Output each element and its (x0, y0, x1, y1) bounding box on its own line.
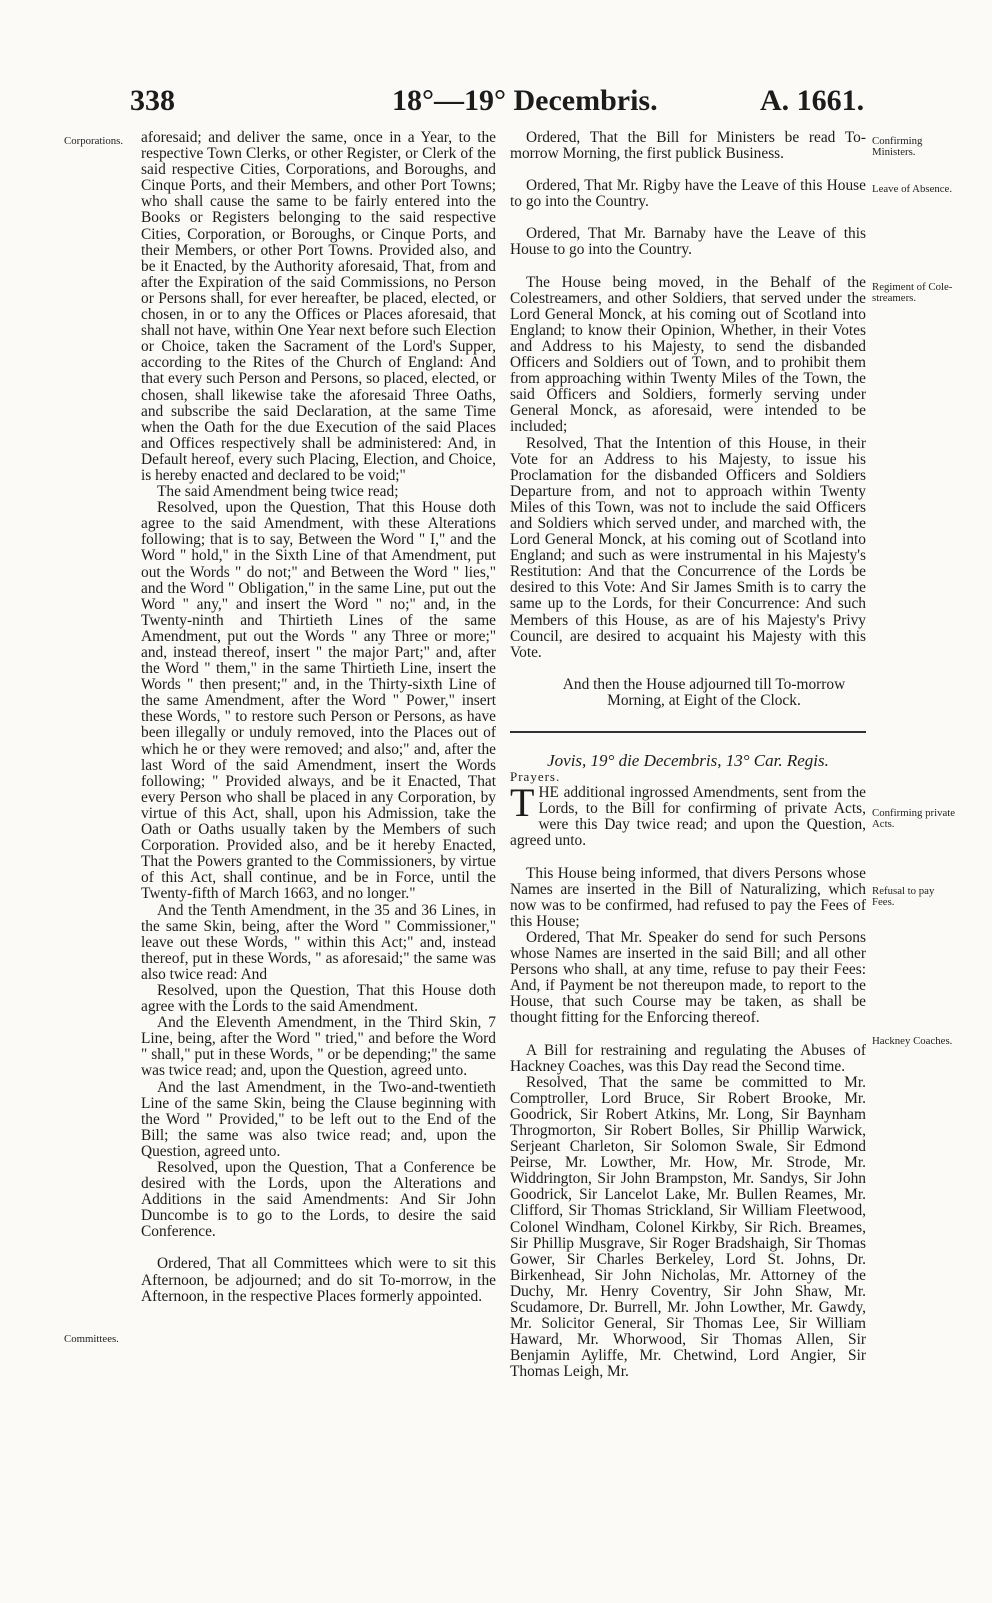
header-year: A. 1661. (760, 84, 865, 117)
day-heading: Jovis, 19° die Decembris, 13° Car. Regis. (547, 751, 829, 770)
right-paragraph: This House being informed, that divers Persons whose Names are inserted in the Bill of Naturalizing, which now was to be confirmed, had refused to pay the Fees of this House; (510, 864, 866, 930)
right-paragraph: Resolved, That the same be committed to Mr. Comptroller, Lord Bruce, Sir Robert Brooke, Mr. Goodrick, Sir Robert Atkins, Mr. Long, Sir Baynham Throgmorton, Sir Robert Bolles, Sir Phillip Warwick, Serjeant Charleton, Sir Solomon Swale, Sir Edmond Peirse, Mr. Lowther, Mr. How, Mr. Strode, Mr. Widdrington, Sir John Brampston, Mr. Sandys, Sir John Goodrick, Sir Lancelot Lake, Mr. Bullen Reames, Mr. Clifford, Sir Thomas Strickland, Sir William Fleetwood, Colonel Windham, Colonel Kirkby, Sir Rich. Breames, Sir Phillip Musgrave, Sir Roger Bradshaigh, Sir Thomas Gower, Sir Charles Berkeley, Lord St. Johns, Dr. Birkenhead, Sir John Nicholas, Mr. Attorney of the Duchy, Mr. Henry Coventry, Sir John Shaw, Mr. Scudamore, Dr. Burrell, Mr. John Lowther, Mr. Gawdy, Mr. Solicitor General, Sir Thomas Lee, Sir William Haward, Mr. Whorwood, Sir Thomas Allen, Sir Benjamin Ayliffe, Mr. Chetwind, Lord Angier, Sir Thomas Leigh, Mr. (510, 1073, 866, 1381)
right-paragraph: Ordered, That Mr. Barnaby have the Leave of this House to go into the Country. (510, 225, 866, 259)
right-paragraph-text: HE additional ingrossed Amendments, sent from the Lords, to the Bill for confirming of private Acts, were this Day twice read; and upon the Question, agreed unto. (510, 784, 866, 850)
section-divider (510, 731, 866, 733)
left-paragraph: Resolved, upon the Question, That this House doth agree to the said Amendment, with these Alterations following; that is to say, Between the Word " I," and the Word " hold," in the Sixth Line of that Amendment, put out the Words " do not;" and Between the Word " lies," and the Word " Obligation," in the same Line, put out the Word " any," and insert the Word " no;" and, in the Twenty-ninth and Thirtieth Lines of the same Amendment, put out the Words " any Three or more;" and, instead thereof, insert " the major Part;" and, after the Word " them," in the same Thirtieth Line, insert the Words " then present;" and, in the Thirty-sixth Line of the same Amendment, after the Word " Power," insert these Words, " to restore such Person or Persons, as have been illegally or unduly removed, into the Places out of which he or they were removed; and also;" and, after the last Word of the said Amendment, insert the Words following; " Provided always, and be it Enacted, That every Person who shall be placed in any Corporation, by virtue of this Act, shall, upon his Admission, take the Oath or Oaths usually taken by the Members of such Corporation. Provided also, and be it hereby Enacted, That the Powers granted to the Commissioners, by virtue of this Act, shall continue, and be in Force, until the Twenty-fifth of March 1663, and no longer." (141, 499, 496, 903)
left-paragraph: And the last Amendment, in the Two-and-twentieth Line of the same Skin, being the Clause beginning with the Word " Provided," to be left out to the End of the Bill; the same was also twice read; and, upon the Question, agreed unto. (141, 1078, 496, 1160)
prayers-heading: Prayers. (510, 769, 561, 785)
margin-note-leave-absence: Leave of Absence. (872, 183, 953, 195)
right-paragraph: The House being moved, in the Behalf of the Colestreamers, and other Soldiers, that served under the Lord General Monck, at his coming out of Scotland into England; to know their Opinion, Whether, in their Votes and Address to his Majesty, to send the disbanded Officers and Soldiers out of Town, and to prohibit them from approaching within Twenty Miles of the Town, the said Officers and Soldiers, formerly serving under General Monck, as aforesaid, were intended to be included; (510, 273, 866, 436)
left-paragraph: Ordered, That all Committees which were to sit this Afternoon, be adjourned; and do sit To-morrow, in the Afternoon, in the respective Places formerly appointed. (141, 1255, 496, 1305)
left-column (141, 130, 496, 1305)
right-paragraph: Resolved, That the Intention of this House, in their Vote for an Address to his Majesty, to issue his Proclamation for the disbanded Officers and Soldiers Departure from, and not to approach within Twenty Miles of this Town, was not to include the said Officers and Soldiers which served under, and marched with, the Lord General Monck, at his coming out of Scotland into England; and such as were instrumental in his Majesty's Restitution: And that the Concurrence of the Lords be desired to this Vote: And Sir James Smith is to carry the same up to the Lords, for their Concurrence: And such Members of this House, as are of his Majesty's Privy Council, are desired to acquaint his Majesty with this Vote. (510, 434, 866, 661)
right-paragraph (510, 780, 866, 850)
margin-note-regiment: Regiment of Cole-streamers. (872, 281, 953, 304)
drop-cap: T (510, 780, 535, 826)
right-paragraph: A Bill for restraining and regulating the Abuses of Hackney Coaches, was this Day read the Second time. (510, 1041, 866, 1075)
left-paragraph: Resolved, upon the Question, That this House doth agree with the Lords to the said Amendment. (141, 981, 496, 1016)
right-column (510, 130, 866, 1380)
left-paragraph: And the Eleventh Amendment, in the Third Skin, 7 Line, being, after the Word " tried," and before the Word " shall," put in these Words, " or be depending;" the same was twice read; and, upon the Question, agreed unto. (141, 1014, 496, 1080)
left-paragraph: And the Tenth Amendment, in the 35 and 36 Lines, in the same Skin, being, after the Word " Commissioner," leave out these Words, " within this Act;" and, instead thereof, put in these Words, " as aforesaid;" the same was also twice read: And (141, 901, 496, 983)
margin-note-confirming-ministers: Confirming Ministers. (872, 135, 923, 158)
left-paragraph: aforesaid; and deliver the same, once in a Year, to the respective Town Clerks, or other Register, or Clerk of the said respective Cities, Corporations, and Boroughs, and Cinque Ports, and their Members, and other Port Towns; who shall cause the same to be fairly entered into the Books or Registers belonging to the said respective Cities, Corporation, or Boroughs, or Cinque Ports, and their Members, or other Port Towns. Provided also, and be it Enacted, by the Authority aforesaid, That, from and after the Expiration of the said Commissions, no Person or Persons shall, for ever hereafter, be placed, elected, or chosen, in or to any the Offices or Places aforesaid, that shall not have, within One Year next before such Election or Choice, taken the Sacrament of the Lord's Supper, according to the Rites of the Church of England: And that every such Person and Persons, so placed, elected, or chosen, shall likewise take the aforesaid Three Oaths, and subscribe the said Declaration, at the same Time when the Oath for the due Execution of the said Places and Offices respectively shall be administered: And, in Default hereof, every such Placing, Election, and Choice, is hereby enacted and declared to be void;" (141, 129, 496, 484)
margin-note-hackney-coaches: Hackney Coaches. (872, 1035, 953, 1047)
adjournment-note: And then the House adjourned till To-morrow Morning, at Eight of the Clock. (562, 675, 846, 709)
page-number: 338 (130, 84, 175, 117)
header-date: 18°—19° Decembris. (392, 84, 658, 117)
margin-note-confirming-private-acts: Confirming private Acts. (872, 807, 956, 830)
margin-note-corporations: Corporations. (64, 135, 124, 147)
right-paragraph: Ordered, That the Bill for Ministers be read To-morrow Morning, the first publick Business. (510, 129, 866, 163)
left-paragraph: Resolved, upon the Question, That a Conference be desired with the Lords, upon the Alterations and Additions in the said Amendments: And Sir John Duncombe is to go to the Lords, to desire the said Conference. (141, 1159, 496, 1241)
margin-note-refusal-fees: Refusal to pay Fees. (872, 885, 935, 908)
margin-note-committees: Committees. (64, 1333, 119, 1345)
right-paragraph: Ordered, That Mr. Rigby have the Leave of this House to go into the Country. (510, 177, 866, 211)
left-paragraph: The said Amendment being twice read; (157, 483, 399, 501)
right-paragraph: Ordered, That Mr. Speaker do send for such Persons whose Names are inserted in the said Bill; and all other Persons who shall, at any time, refuse to pay their Fees: And, if Payment be not thereupon made, to report to the House, that such Course may be taken, as shall be thought fitting for the Enforcing thereof. (510, 928, 866, 1027)
running-header (0, 84, 992, 124)
